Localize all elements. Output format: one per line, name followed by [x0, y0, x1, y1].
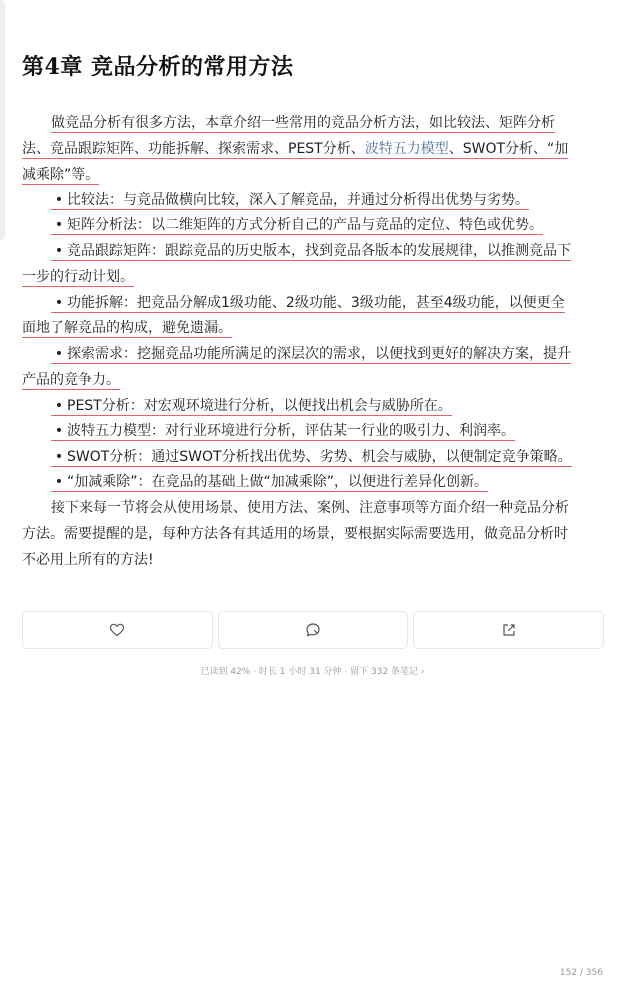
method-text: 探索需求：挖掘竞品功能所满足的深层次的需求，以便找到更好的解决方案，提升	[67, 346, 571, 362]
highlighted-text[interactable]	[51, 398, 452, 416]
bullet-icon: •	[54, 449, 64, 465]
method-text: 功能拆解：把竞品分解成1级功能、2级功能、3级功能，甚至4级功能，以便更全	[67, 295, 565, 311]
method-text: 波特五力模型：对行业环境进行分析，评估某一行业的吸引力、利润率。	[67, 423, 515, 439]
bullet-icon: •	[54, 243, 64, 259]
bullet-icon: •	[54, 423, 64, 439]
highlighted-text[interactable]: 一步的行动计划。	[22, 269, 134, 285]
method-item	[51, 444, 572, 470]
highlighted-text[interactable]	[51, 474, 488, 492]
bullet-icon: •	[54, 217, 64, 233]
method-item	[51, 469, 488, 495]
method-item-continuation	[22, 367, 120, 393]
bullet-icon: •	[54, 474, 64, 490]
intro-line-2	[22, 136, 568, 162]
method-item	[51, 418, 515, 444]
method-text: 比较法：与竞品做横向比较，深入了解竞品，并通过分析得出优势与劣势。	[67, 192, 529, 208]
chapter-actions	[22, 611, 604, 649]
bullet-icon: •	[54, 398, 64, 414]
side-drawer-handle[interactable]	[0, 0, 5, 240]
bullet-icon: •	[54, 346, 64, 362]
highlighted-text[interactable]: 产品的竞争力。	[22, 372, 120, 388]
highlighted-text[interactable]: 减乘除”等。	[22, 167, 100, 183]
like-button[interactable]	[22, 611, 213, 649]
method-item	[51, 187, 529, 213]
highlighted-text[interactable]	[51, 217, 543, 235]
method-item-continuation	[22, 315, 232, 341]
closing-line-3: 不必用上所有的方法!	[22, 552, 154, 568]
highlighted-text[interactable]	[51, 295, 565, 313]
method-item	[51, 341, 571, 367]
method-item	[51, 238, 571, 264]
intro-line-3	[22, 162, 99, 188]
heart-icon	[109, 622, 125, 638]
comment-button[interactable]	[218, 611, 409, 649]
method-item	[51, 393, 452, 419]
bullet-icon: •	[54, 295, 64, 311]
highlighted-text[interactable]	[22, 141, 568, 159]
intro-text: 、SWOT分析、“加	[448, 141, 569, 157]
reading-stats[interactable]: 已读到 42% · 时长 1 小时 31 分钟 · 留下 332 条笔记 ›	[200, 667, 425, 677]
method-text: 竞品跟踪矩阵：跟踪竞品的历史版本，找到竞品各版本的发展规律，以推测竞品下	[67, 243, 571, 259]
method-item	[51, 212, 543, 238]
highlighted-text[interactable]: 面地了解竞品的构成，避免遗漏。	[22, 320, 232, 336]
page-number: 152 / 356	[559, 968, 603, 978]
highlighted-text[interactable]	[51, 243, 571, 261]
highlighted-text[interactable]: 做竞品分析有很多方法，本章介绍一些常用的竞品分析方法，如比较法、矩阵分析	[51, 115, 555, 131]
highlighted-text[interactable]	[51, 346, 571, 364]
highlighted-text[interactable]	[51, 192, 529, 210]
highlighted-text[interactable]	[51, 423, 515, 441]
share-button[interactable]	[413, 611, 604, 649]
comment-icon	[305, 622, 321, 638]
intro-text: 法、竞品跟踪矩阵、功能拆解、探索需求、PEST分析、	[22, 141, 365, 157]
method-text: PEST分析：对宏观环境进行分析，以便找出机会与威胁所在。	[67, 398, 452, 414]
bullet-icon: •	[54, 192, 64, 208]
method-text: 矩阵分析法：以二维矩阵的方式分析自己的产品与竞品的定位、特色或优势。	[67, 217, 543, 233]
closing-line-2: 方法。需要提醒的是，每种方法各有其适用的场景，要根据实际需要选用，做竞品分析时	[22, 526, 568, 542]
method-text: “加减乘除”：在竞品的基础上做“加减乘除”，以便进行差异化创新。	[67, 474, 489, 490]
method-text: SWOT分析：通过SWOT分析找出优势、劣势、机会与威胁，以便制定竞争策略。	[67, 449, 572, 465]
share-icon	[501, 622, 517, 638]
porter-five-forces-link[interactable]: 波特五力模型	[364, 141, 449, 157]
method-item	[51, 290, 565, 316]
closing-line-1: 接下来每一节将会从使用场景、使用方法、案例、注意事项等方面介绍一种竞品分析	[51, 500, 569, 516]
intro-line-1	[51, 110, 555, 136]
method-item-continuation	[22, 264, 134, 290]
chapter-title: 第4章 竞品分析的常用方法	[22, 54, 294, 80]
highlighted-text[interactable]	[51, 449, 572, 467]
